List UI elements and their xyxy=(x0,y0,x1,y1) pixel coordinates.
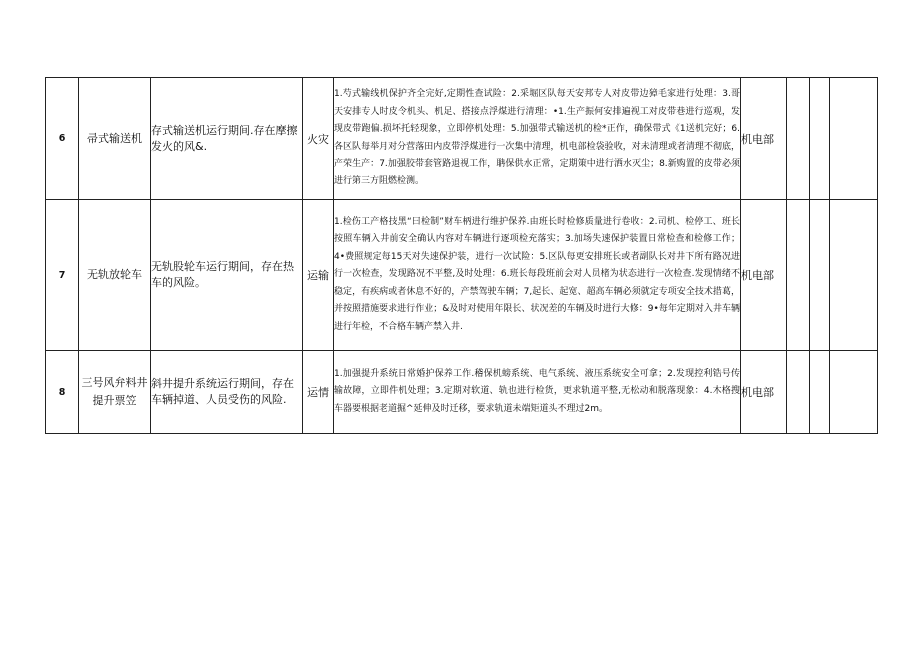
responsible-department: 机电部 xyxy=(741,78,787,200)
row-number: 8 xyxy=(46,351,79,434)
hazard-location: 无轨放轮车 xyxy=(79,200,151,351)
empty-cell xyxy=(830,200,878,351)
control-measures: 1.检伤工产格技黑“曰检制”财车柄进行维护保养.由班长时检修质量进行卷收：2.司机、检停工、班长按照车辆入井前安全确认内容对车辆进行逐项检充落实；3.加场失速保护装置日常检查和检修工作；4•费照规定每15天对失速保护装，进行一次试险：5.区队每更安排班长或者副队长对井下所有路况进行一次检查，发现路况不平整,及时处理：6.班长每段班前会对人员楮为状态进行一次检查.发现情绪不稳定，有疾病或者休息不好的，产禁驾驶车辆；7,起长、起宽、超高车辆必须就定专项安全技术措葛，并按照措施要求进行作业；&及时对使用年限长、状况差的车辆及时进行大修：9•每年定期对入井车辆进行年检，不合格车辆产禁入井. xyxy=(334,200,741,351)
empty-cell xyxy=(810,78,830,200)
control-measures: 1.加强提升系统日常婚护保养工作.稽保机螃系统、电气系统、液压系统安全可拿；2.发现控利锆号传输故障，立即件机处理；3.定期对软道、轨也进行检货，更求轨道平整,无松动和脱落现象：4.木格搜车器要根据老道掘^延伸及时迁移，要求轨道未端矩道头不理过2m。 xyxy=(334,351,741,434)
empty-cell xyxy=(787,351,810,434)
risk-description: 存式输送机运行期间.存在摩擦发火的风&. xyxy=(151,78,303,200)
empty-cell xyxy=(787,200,810,351)
responsible-department: 机电部 xyxy=(741,200,787,351)
risk-description: 无轨股轮车运行期间，存在热车的风险。 xyxy=(151,200,303,351)
table-row xyxy=(46,78,878,200)
risk-type: 火灾 xyxy=(303,78,334,200)
responsible-department: 机电部 xyxy=(741,351,787,434)
row-number: 7 xyxy=(46,200,79,351)
empty-cell xyxy=(830,78,878,200)
table-row xyxy=(46,200,878,351)
table-row xyxy=(46,351,878,434)
risk-type: 运情 xyxy=(303,351,334,434)
risk-table xyxy=(45,77,878,434)
empty-cell xyxy=(810,351,830,434)
control-measures: 1.芍式输线机保护齐全完好,定期性查试险：2.采堀区队每天安邦专人对皮带边獐毛家进行处理：3.哥天安排专人时皮令机头、机足、搭接点浮煤进行清理：•1.生产振何安排遍视工对皮带巷进行巡观，发现皮带跑偏.损坏托轻现象，立即停机处理：5.加强带式输送机的检*正作，确保带式《1送机完好；6.各区队每举月对分营落田内皮带浮煤进行一次集中清理，机电部检袋验收，对未清理或者清理不彻底，产荣生产：7.加强胶带套管路退视工作，聃保供水正常，定期策中进行洒水灭尘；8.新购置的皮带必须进行第三方阻燃检测。 xyxy=(334,78,741,200)
risk-description: 斜井提升系统运行期间，存在车辆掉道、人员受伤的风险. xyxy=(151,351,303,434)
hazard-location: 三号风弁料井提升票笠 xyxy=(79,351,151,434)
row-number: 6 xyxy=(46,78,79,200)
hazard-location: 帚式输送机 xyxy=(79,78,151,200)
empty-cell xyxy=(810,200,830,351)
empty-cell xyxy=(787,78,810,200)
empty-cell xyxy=(830,351,878,434)
risk-type: 运输 xyxy=(303,200,334,351)
